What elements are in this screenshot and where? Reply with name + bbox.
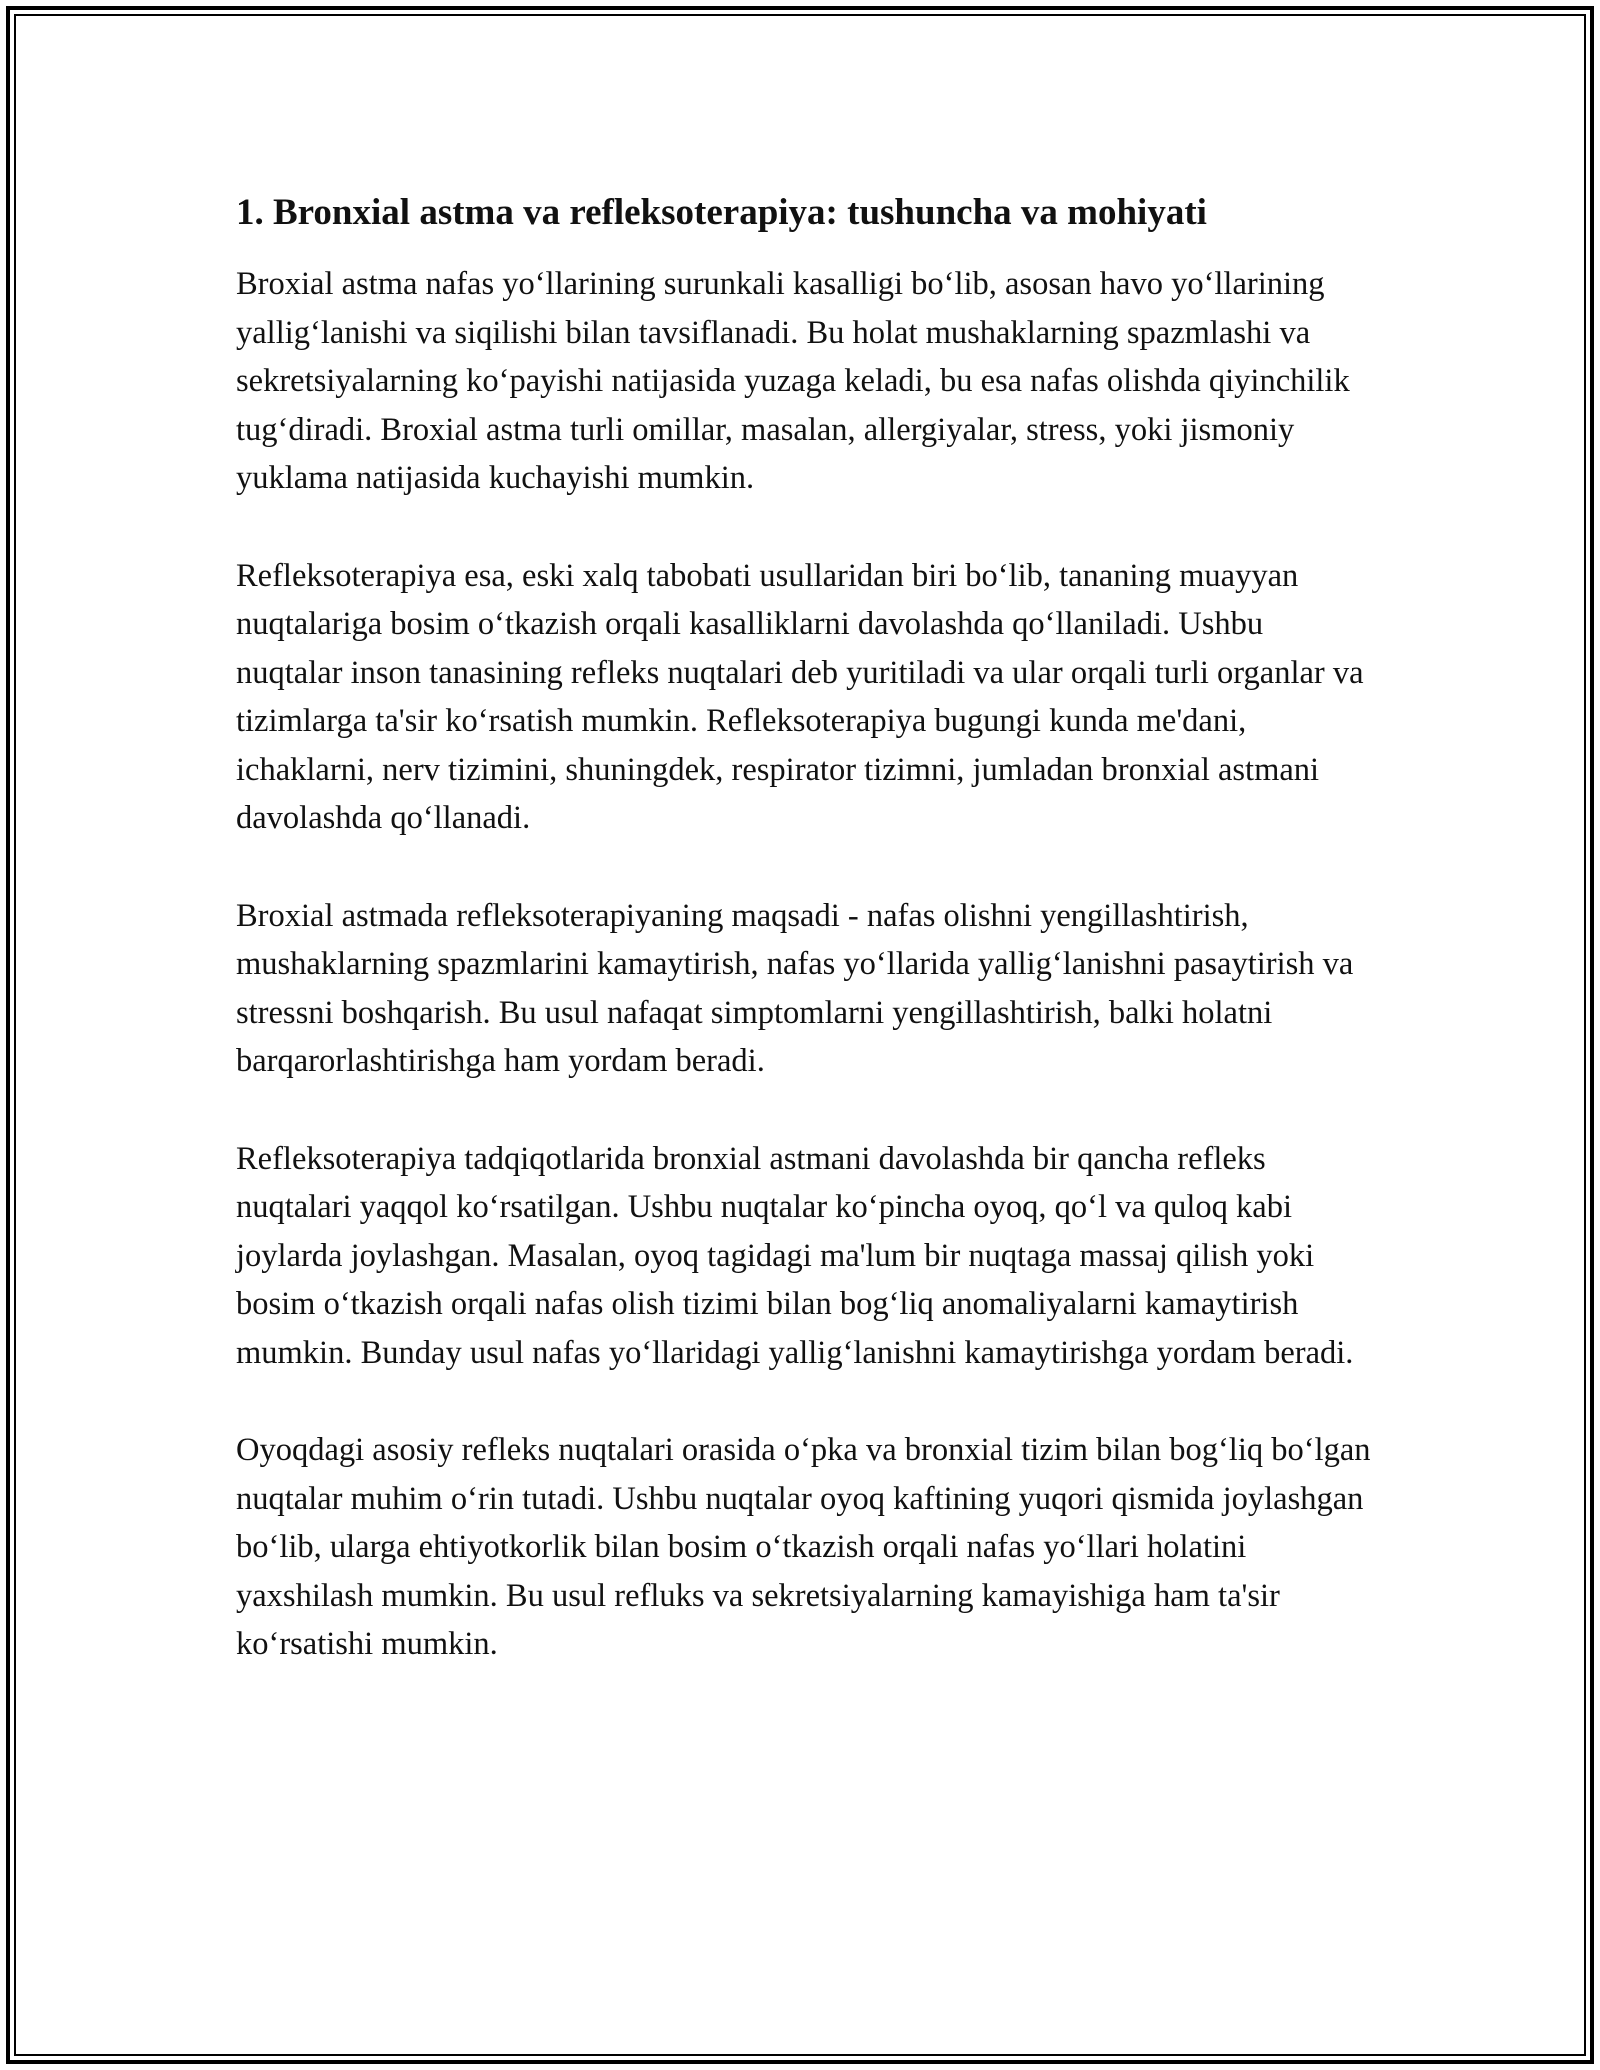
paragraph-foot-points: Oyoqdagi asosiy refleks nuqtalari orasida o‘pka va bronxial tizim bilan bog‘liq bo‘lgan nuqtalar muhim o‘rin tutadi. Ushbu nuqtalar oyoq kaftining yuqori qismida joylashgan bo‘lib, ularga ehtiyotkorlik bilan bosim o‘tkazish orqali nafas yo‘llari holatini yaxshilash mumkin. Bu usul refluks va sekretsiyalarning kamayishiga ham ta'sir ko‘rsatishi mumkin. bbox=[236, 1432, 1371, 1662]
paragraph-therapy-goal: Broxial astmada refleksoterapiyaning maqsadi - nafas olishni yengillashtirish, mushaklarning spazmlarini kamaytirish, nafas yo‘llarida yallig‘lanishni pasaytirish va stressni boshqarish. Bu usul nafaqat simptomlarni yengillashtirish, balki holatni barqarorlashtirishga ham yordam beradi. bbox=[236, 897, 1354, 1079]
document-body bbox=[236, 186, 1376, 1718]
paragraph-reflexotherapy-definition: Refleksoterapiya esa, eski xalq tabobati usullaridan biri bo‘lib, tananing muayyan nuqtalariga bosim o‘tkazish orqali kasalliklarni davolashda qo‘llaniladi. Ushbu nuqtalar inson tanasining refleks nuqtalari deb yuritiladi va ular orqali turli organlar va tizimlarga ta'sir ko‘rsatish mumkin. Refleksoterapiya bugungi kunda me'dani, ichaklarni, nerv tizimini, shuningdek, respirator tizimni, jumladan bronxial astmani davolashda qo‘llanadi. bbox=[236, 557, 1364, 836]
paragraph-reflex-points: Refleksoterapiya tadqiqotlarida bronxial astmani davolashda bir qancha refleks nuqtalari yaqqol ko‘rsatilgan. Ushbu nuqtalar ko‘pincha oyoq, qo‘l va quloq kabi joylarda joylashgan. Masalan, oyoq tagidagi ma'lum bir nuqtaga massaj qilish yoki bosim o‘tkazish orqali nafas olish tizimi bilan bog‘liq anomaliyalarni kamaytirish mumkin. Bunday usul nafas yo‘llaridagi yallig‘lanishni kamaytirishga yordam beradi. bbox=[236, 1140, 1354, 1371]
section-heading: 1. Bronxial astma va refleksoterapiya: tushuncha va mohiyati bbox=[236, 192, 1207, 233]
paragraph-asthma-definition: Broxial astma nafas yo‘llarining surunkali kasalligi bo‘lib, asosan havo yo‘llarining yallig‘lanishi va siqilishi bilan tavsiflanadi. Bu holat mushaklarning spazmlashi va sekretsiyalarning ko‘payishi natijasida yuzaga keladi, bu esa nafas olishda qiyinchilik tug‘diradi. Broxial astma turli omillar, masalan, allergiyalar, stress, yoki jismoniy yuklama natijasida kuchayishi mumkin. bbox=[236, 266, 1350, 496]
